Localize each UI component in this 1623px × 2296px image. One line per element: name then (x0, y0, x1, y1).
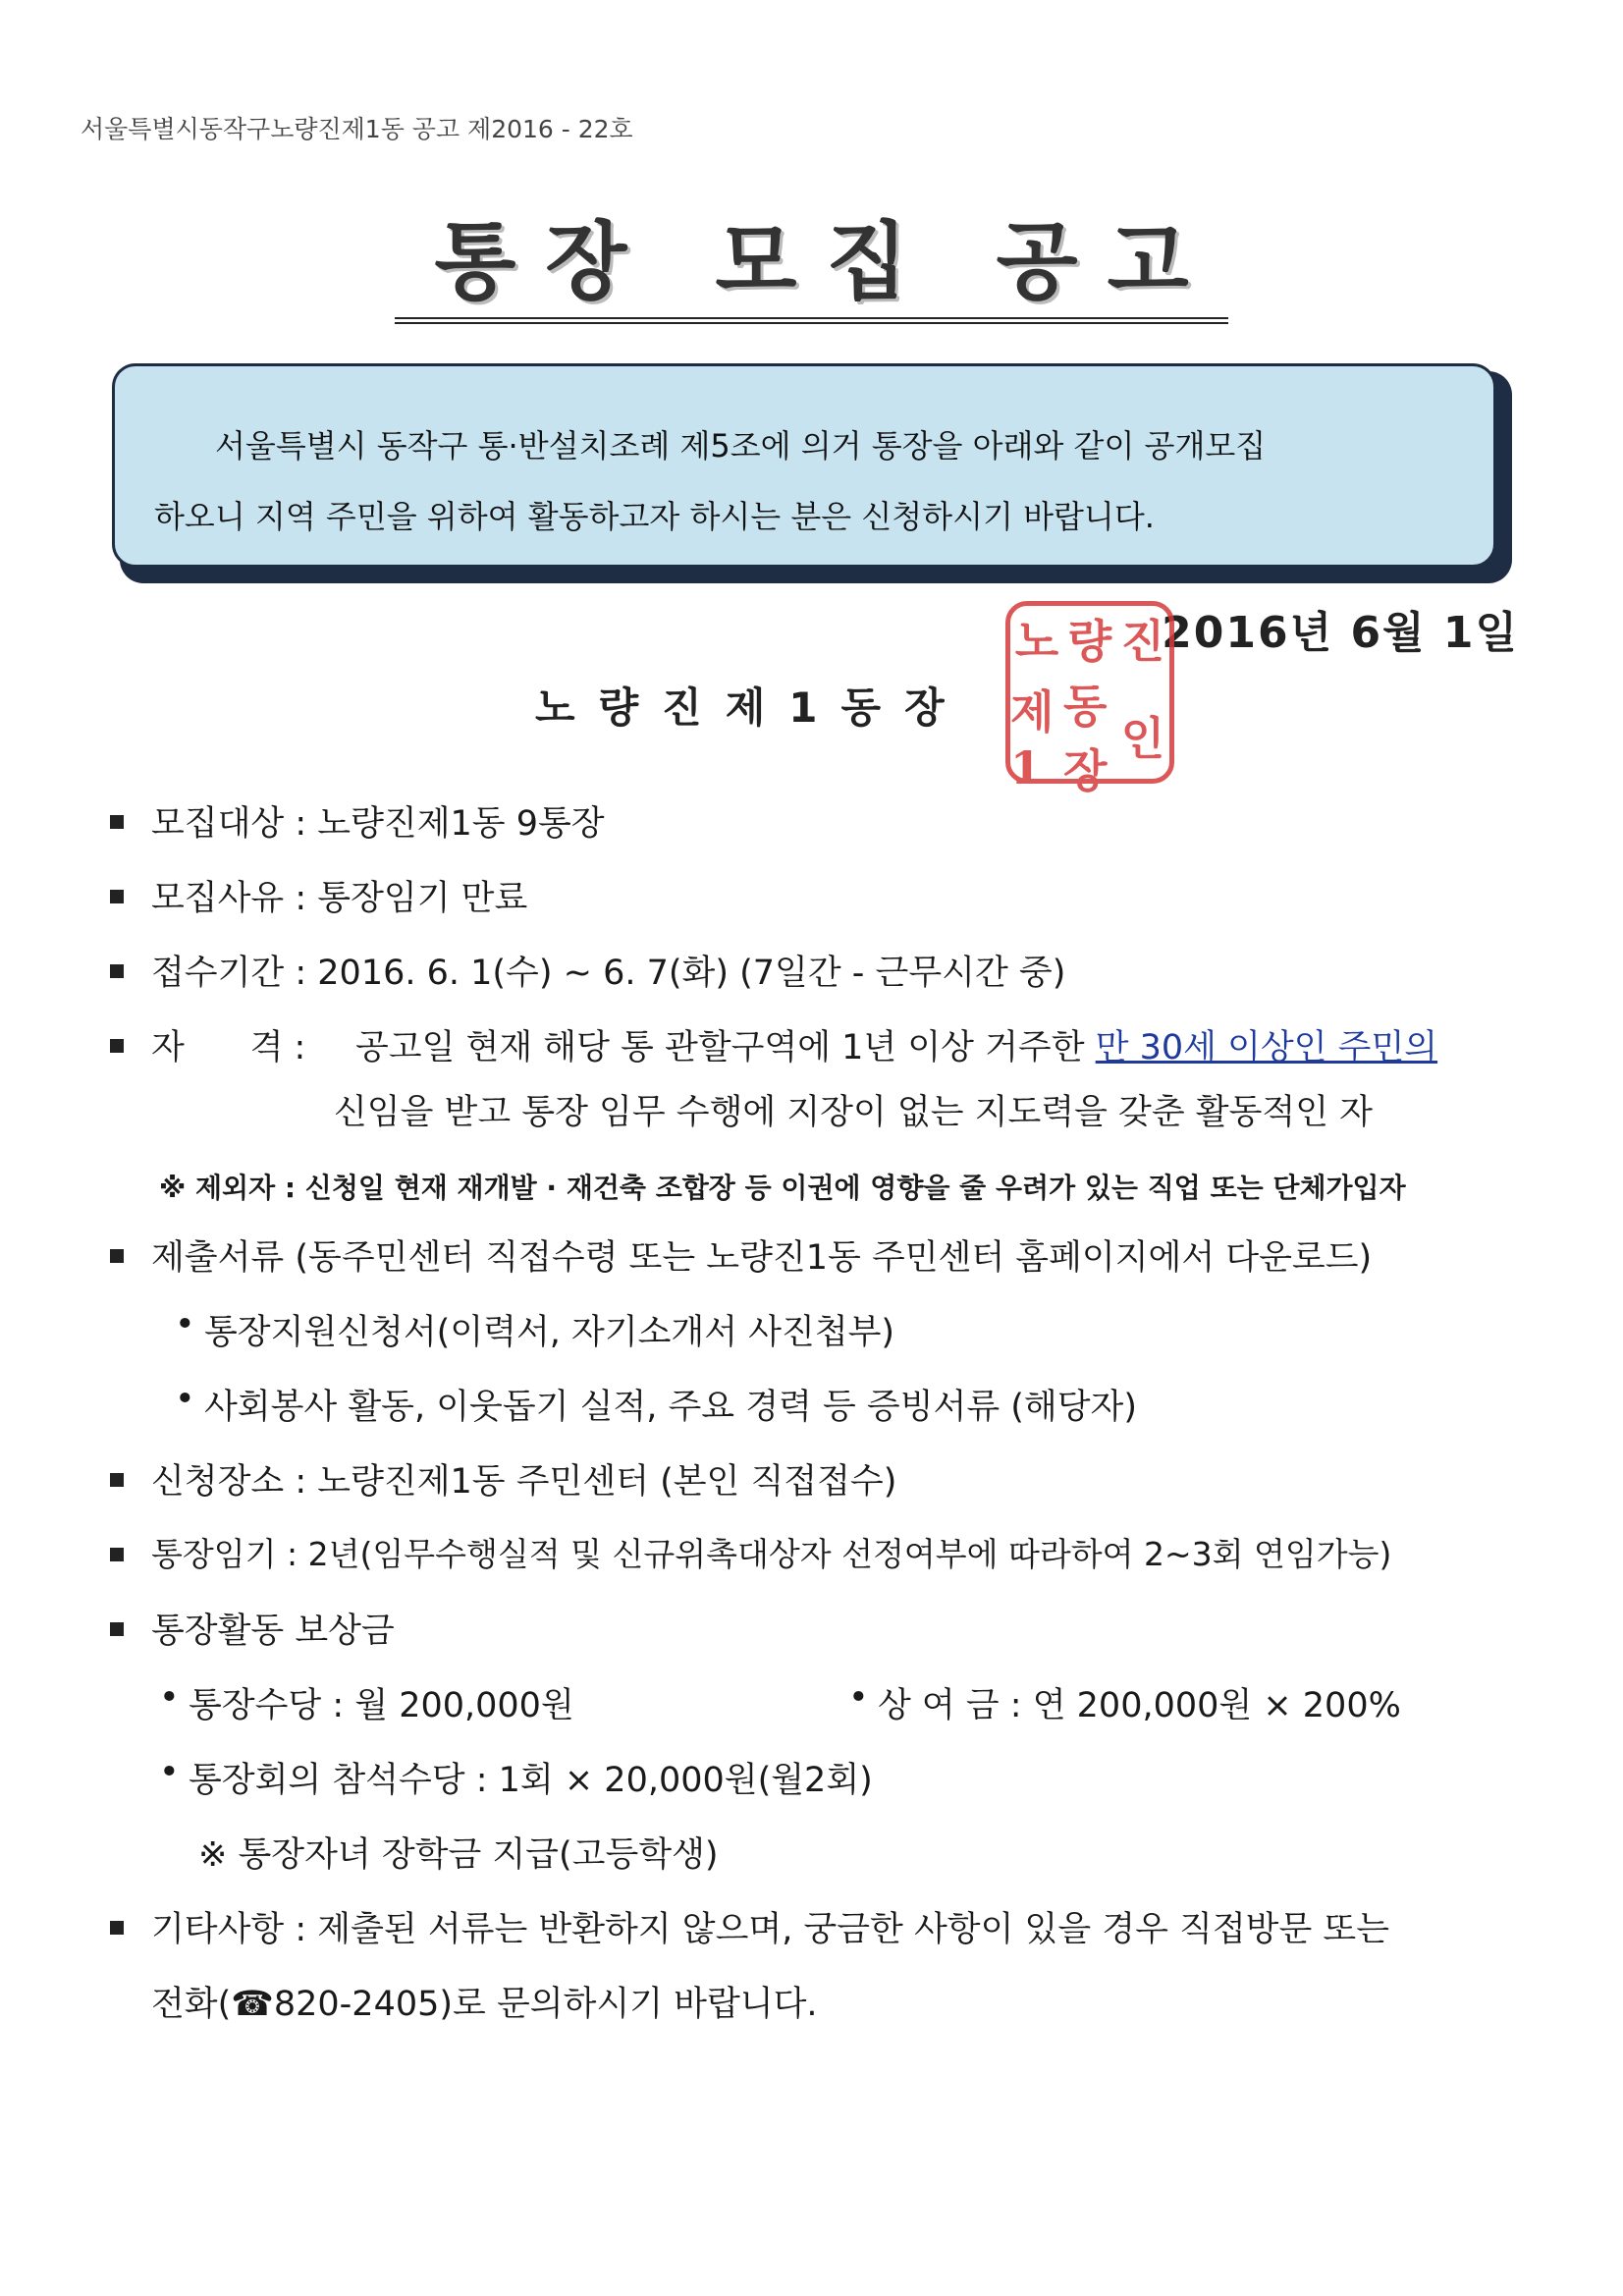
signer-name: 노량진제1동장 (535, 683, 968, 732)
intro-line-1: 서울특별시 동작구 통·반설치조례 제5조에 의거 통장을 아래와 같이 공개모집 (215, 427, 1267, 465)
square-bullet-icon (110, 1921, 124, 1935)
square-bullet-icon (110, 1039, 124, 1053)
official-seal (1005, 601, 1174, 797)
item-bonus-text: 상 여 금 : 연 200,000원 × 200% (878, 1686, 1401, 1725)
seal-char: 량 (1067, 615, 1112, 668)
square-bullet-icon (110, 964, 124, 978)
item-period-text: 접수기간 : 2016. 6. 1(수) ~ 6. 7(화) (7일간 - 근무시간 중) (151, 954, 1066, 993)
item-doc-2-text: 사회봉사 활동, 이웃돕기 실적, 주요 경력 등 증빙서류 (해당자) (204, 1388, 1138, 1427)
seal-char: 동장 (1063, 680, 1108, 797)
square-bullet-icon (110, 1249, 124, 1263)
item-qualification-text (355, 1020, 1437, 1069)
exclusion-note: ※ 제외자 : 신청일 현재 재개발 · 재건축 조합장 등 이권에 영향을 줄 우려가 있는 직업 또는 단체가입자 (159, 1172, 1406, 1204)
seal-char: 제1 (1010, 685, 1055, 794)
document-number: 서울특별시동작구노량진제1동 공고 제2016 - 22호 (81, 115, 633, 143)
square-bullet-icon (110, 890, 124, 903)
square-bullet-icon (110, 1548, 124, 1561)
item-documents-text: 제출서류 (동주민센터 직접수령 또는 노량진1동 주민센터 홈페이지에서 다운로드) (151, 1238, 1373, 1278)
page-title: 통장 모집 공고 (395, 214, 1227, 324)
seal-char: 인 (1120, 712, 1165, 765)
item-place-text: 신청장소 : 노량진제1동 주민센터 (본인 직접접수) (151, 1462, 897, 1502)
item-allowance-text: 통장수당 : 월 200,000원 (189, 1686, 574, 1725)
dot-bullet-icon: • (175, 1305, 195, 1344)
seal-char: 노 (1014, 615, 1059, 668)
title-container (0, 214, 1623, 324)
square-bullet-icon (110, 1473, 124, 1487)
square-bullet-icon (110, 1622, 124, 1636)
seal-char: 진 (1120, 615, 1165, 668)
item-reason-text: 모집사유 : 통장임기 만료 (151, 879, 528, 918)
square-bullet-icon (110, 815, 124, 829)
item-scholarship-text: ※ 통장자녀 장학금 지급(고등학생) (198, 1835, 719, 1875)
item-qualification-label: 자 격 : (151, 1028, 306, 1067)
item-etc-text2: 전화(☎820-2405)로 문의하시기 바랍니다. (151, 1985, 818, 2024)
item-compensation-text: 통장활동 보상금 (151, 1612, 395, 1651)
item-qualification-text2: 신임을 받고 통장 임무 수행에 지장이 없는 지도력을 갖춘 활동적인 자 (334, 1093, 1373, 1132)
qualification-text-part: 공고일 현재 해당 통 관할구역에 1년 이상 거주한 (355, 1028, 1085, 1067)
dot-bullet-icon: • (175, 1380, 195, 1419)
dot-bullet-icon: • (848, 1678, 869, 1718)
item-target-text: 모집대상 : 노량진제1동 9통장 (151, 804, 605, 844)
item-term-text: 통장임기 : 2년(임무수행실적 및 신규위촉대상자 선정여부에 따라하여 2~3회 연임가능) (151, 1535, 1392, 1573)
item-doc-1-text: 통장지원신청서(이력서, 자기소개서 사진첩부) (204, 1313, 895, 1352)
dot-bullet-icon: • (159, 1678, 180, 1718)
notice-date: 2016년 6월 1일 (1162, 608, 1519, 658)
item-etc-text: 기타사항 : 제출된 서류는 반환하지 않으며, 궁금한 사항이 있을 경우 직접방문 또는 (151, 1910, 1390, 1949)
qualification-highlight: 만 30세 이상인 주민의 (1095, 1028, 1438, 1067)
dot-bullet-icon: • (159, 1753, 180, 1792)
item-meeting-text: 통장회의 참석수당 : 1회 × 20,000원(월2회) (189, 1761, 873, 1800)
intro-line-2: 하오니 지역 주민을 위하여 활동하고자 하시는 분은 신청하시기 바랍니다. (154, 498, 1155, 535)
intro-box (112, 363, 1496, 568)
